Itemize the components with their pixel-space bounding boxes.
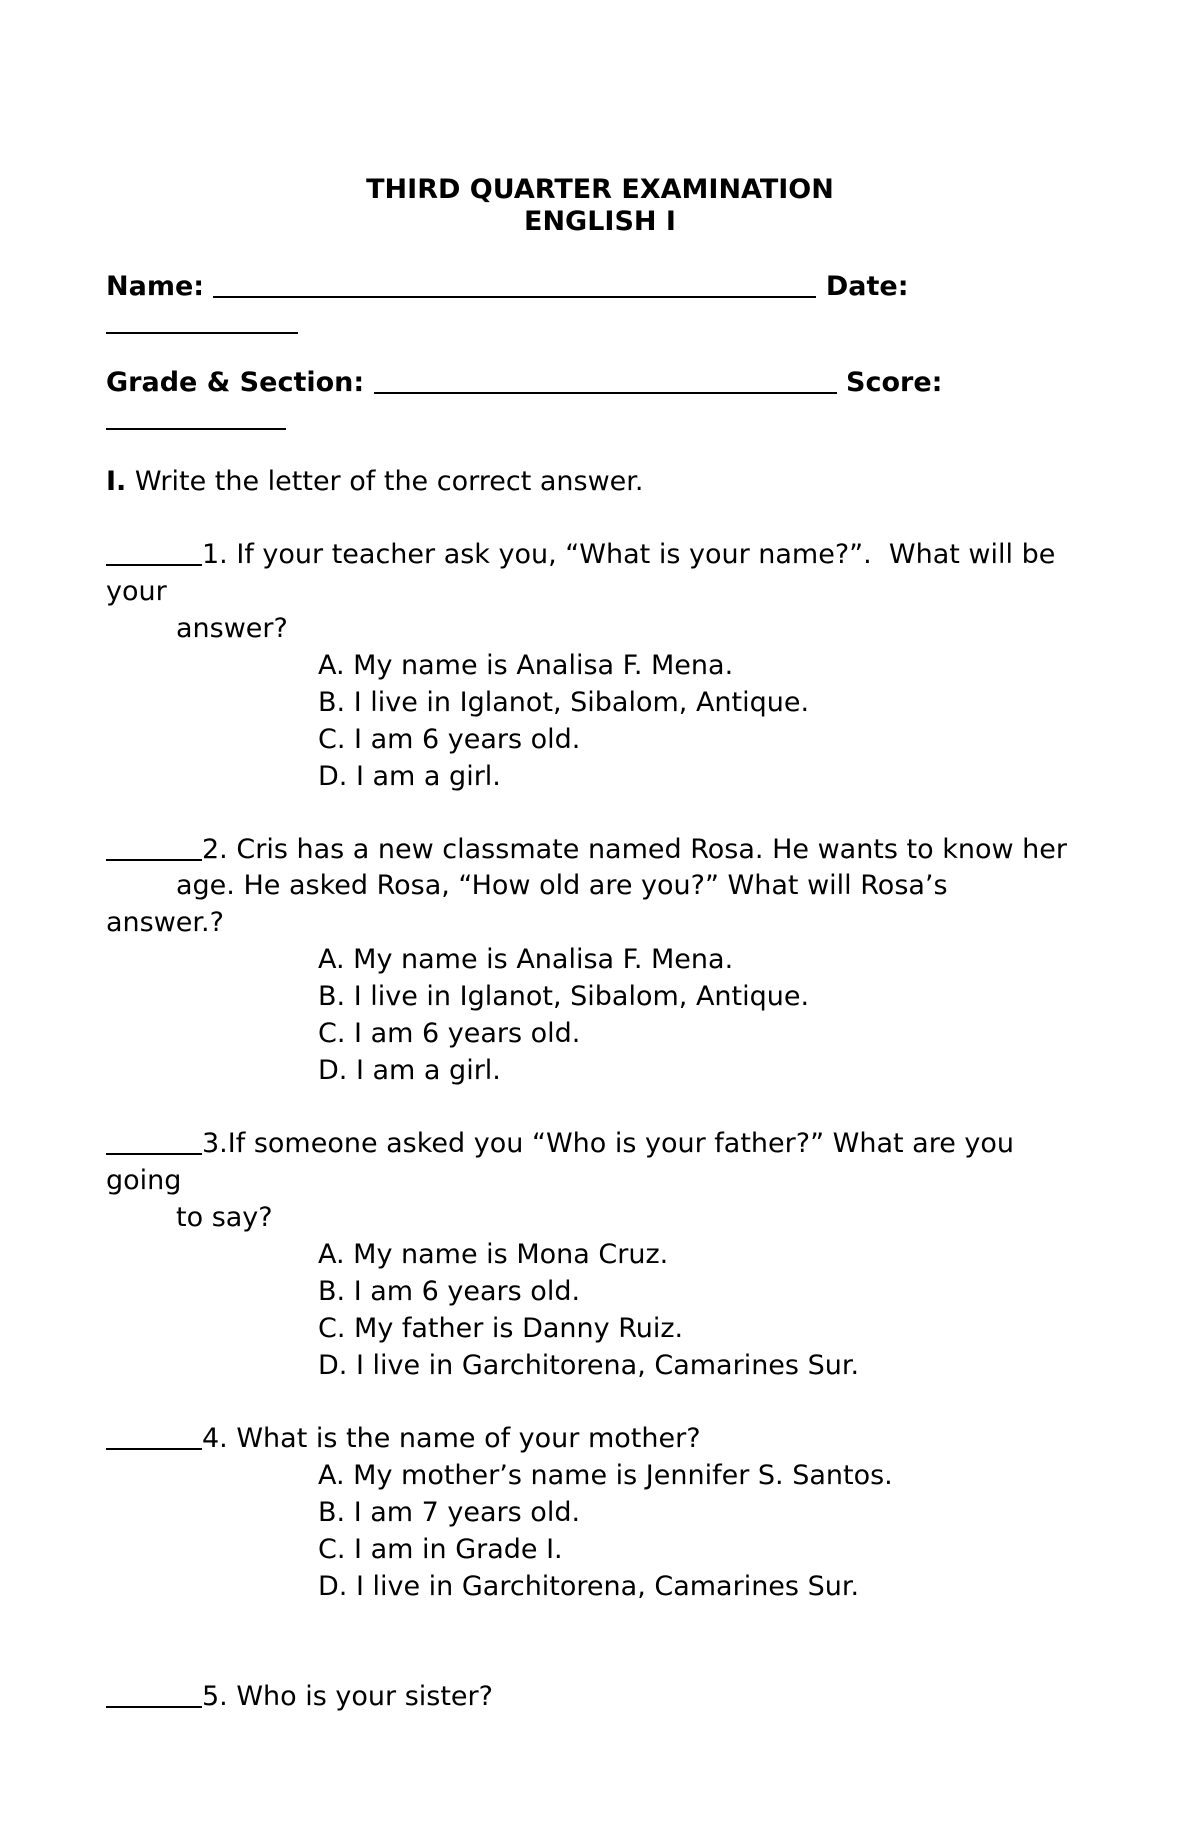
grade-section-field-row (106, 366, 942, 400)
question-4 (106, 1422, 701, 1456)
exam-subject: ENGLISH I (524, 206, 676, 237)
question-1-number: 1. (202, 539, 228, 570)
score-blank-row (106, 402, 286, 436)
question-3 (106, 1127, 1014, 1161)
choice-2c: C. I am 6 years old. (318, 1018, 581, 1049)
score-label: Score: (846, 367, 943, 398)
choice-3d: D. I live in Garchitorena, Camarines Sur. (318, 1350, 860, 1381)
choice-2b: B. I live in Iglanot, Sibalom, Antique. (318, 981, 810, 1012)
choice-1c: C. I am 6 years old. (318, 724, 581, 755)
question-5-text: Who is your sister? (236, 1681, 493, 1712)
question-2-text-cont: age. He asked Rosa, “How old are you?” What will Rosa’s (176, 870, 948, 901)
question-3-text: If someone asked you “Who is your father?” What are you (227, 1128, 1015, 1159)
question-4-number: 4. (202, 1423, 228, 1454)
choice-4b: B. I am 7 years old. (318, 1497, 581, 1528)
grade-section-label: Grade & Section: (106, 367, 365, 398)
answer-blank-1[interactable] (106, 540, 202, 566)
choice-3c: C. My father is Danny Ruiz. (318, 1313, 684, 1344)
name-label: Name: (106, 271, 205, 302)
question-4-text: What is the name of your mother? (236, 1423, 701, 1454)
answer-blank-3[interactable] (106, 1129, 202, 1155)
choice-4c: C. I am in Grade I. (318, 1534, 563, 1565)
date-blank-row (106, 306, 298, 340)
question-3-number: 3. (202, 1128, 228, 1159)
section-number: I. (106, 466, 127, 497)
grade-section-blank[interactable] (374, 368, 837, 394)
name-blank[interactable] (213, 272, 816, 298)
question-2-text: Cris has a new classmate named Rosa. He wants to know her (236, 834, 1067, 865)
question-2-text-cont: answer.? (106, 907, 224, 938)
choice-1a: A. My name is Analisa F. Mena. (318, 650, 734, 681)
choice-2a: A. My name is Analisa F. Mena. (318, 944, 734, 975)
choice-1b: B. I live in Iglanot, Sibalom, Antique. (318, 687, 810, 718)
answer-blank-4[interactable] (106, 1424, 202, 1450)
choice-4d: D. I live in Garchitorena, Camarines Sur. (318, 1571, 860, 1602)
date-label: Date: (825, 271, 909, 302)
choice-1d: D. I am a girl. (318, 761, 501, 792)
question-1-text-cont: your (106, 576, 167, 607)
question-1-text-cont: answer? (176, 613, 288, 644)
question-2 (106, 833, 1067, 867)
question-5-number: 5. (202, 1681, 228, 1712)
choice-3a: A. My name is Mona Cruz. (318, 1239, 669, 1270)
choice-3b: B. I am 6 years old. (318, 1276, 581, 1307)
instruction-text: Write the letter of the correct answer. (134, 466, 644, 497)
question-1-text: If your teacher ask you, “What is your name?”. What will be (236, 539, 1056, 570)
answer-blank-5[interactable] (106, 1682, 202, 1708)
section-instruction (106, 465, 644, 499)
name-field-row (106, 270, 909, 304)
exam-title: THIRD QUARTER EXAMINATION (366, 174, 834, 205)
question-1 (106, 538, 1055, 572)
choice-2d: D. I am a girl. (318, 1055, 501, 1086)
question-2-number: 2. (202, 834, 228, 865)
answer-blank-2[interactable] (106, 835, 202, 861)
question-3-text-cont: going (106, 1165, 182, 1196)
date-blank[interactable] (106, 308, 298, 334)
score-blank[interactable] (106, 404, 286, 430)
question-5 (106, 1680, 493, 1714)
choice-4a: A. My mother’s name is Jennifer S. Santos. (318, 1460, 893, 1491)
question-3-text-cont: to say? (176, 1202, 273, 1233)
